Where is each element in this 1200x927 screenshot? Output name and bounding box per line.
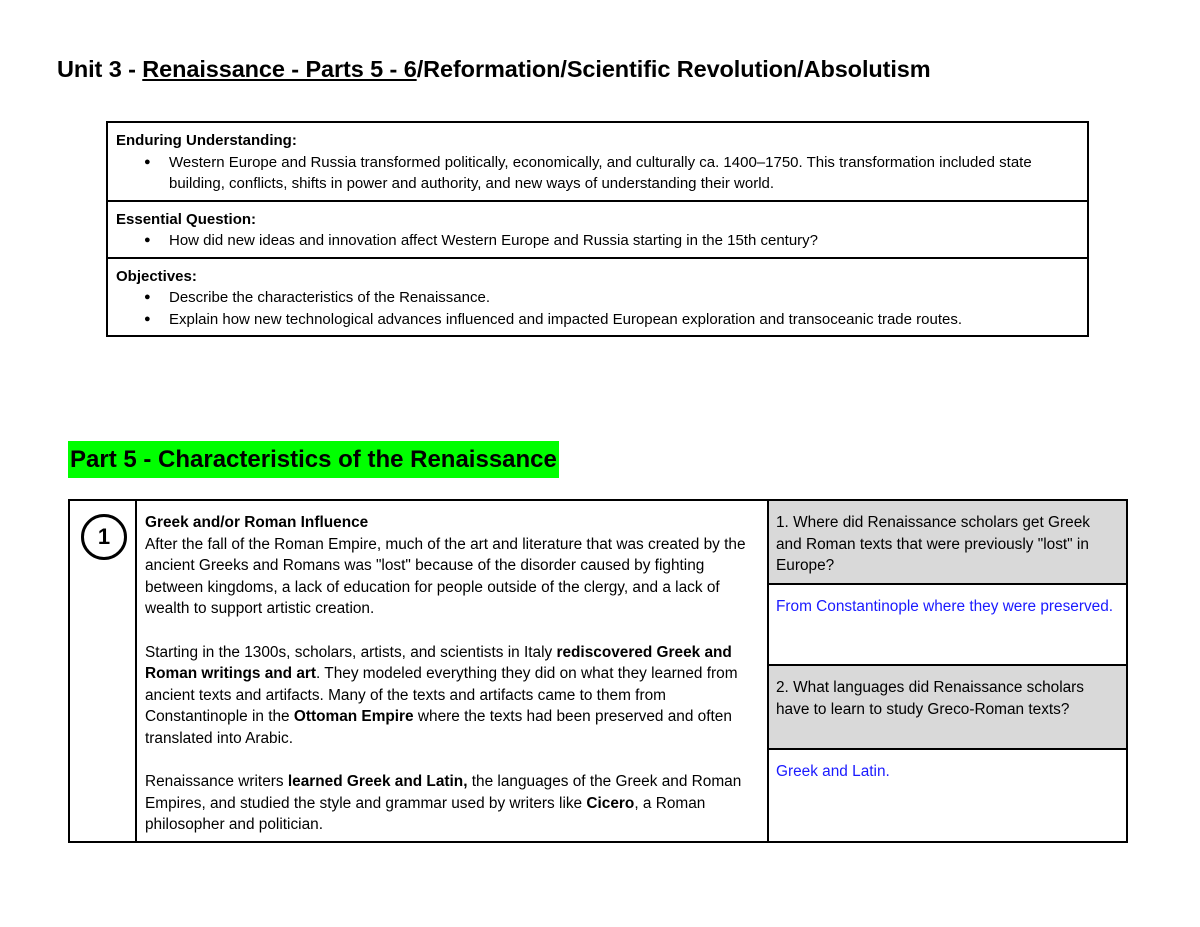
bold-text-run: rediscovered Greek and Roman writings and art [145, 643, 732, 683]
bold-text-run: Ottoman Empire [293, 708, 414, 726]
enduring-understanding-heading: Enduring Understanding: [116, 132, 297, 149]
answer-cell-2[interactable]: Greek and Latin. [776, 763, 890, 780]
objectives-heading: Objectives: [116, 267, 197, 285]
page-title [57, 56, 931, 83]
text-run: Starting in the 1300s, scholars, artists, and scientists in Italy [145, 643, 557, 661]
part5-heading: Part 5 - Characteristics of the Renaissance [68, 441, 559, 478]
text-run: Renaissance writers [145, 773, 288, 791]
list-item: ● How did new ideas and innovation affect Western Europe and Russia starting in the 15th century? [116, 230, 1079, 252]
reading-paragraph-3 [145, 771, 759, 836]
enduring-understanding-list [116, 152, 1079, 195]
text-run: , a Roman philosopher and politician. [145, 794, 706, 834]
enduring-understanding-section [108, 123, 1087, 200]
title-underlined: Renaissance - Parts 5 - 6 [142, 56, 417, 82]
bold-text-run: Cicero [586, 794, 635, 812]
list-item: ● Explain how new technological advances influenced and impacted European exploration and transoceanic trade routes. [116, 309, 1079, 331]
objectives-section [108, 257, 1087, 336]
reading-paragraph-2 [145, 642, 759, 750]
question-cell-1: 1. Where did Renaissance scholars get Greek and Roman texts that were previously "lost" in Europe? [769, 501, 1126, 585]
essential-question-list [116, 230, 1079, 252]
essential-question-heading: Essential Question: [116, 210, 257, 228]
objectives-list [116, 287, 1079, 330]
text-run: the languages of the Greek and Roman Empires, and studied the style and grammar used by writers like [145, 773, 742, 812]
title-suffix: /Reformation/Scientific Revolution/Absolutism [416, 56, 931, 82]
title-prefix: Unit 3 - [57, 56, 143, 82]
essential-question-section [108, 200, 1087, 257]
section-number-badge: 1 [81, 514, 127, 560]
section-number-column [70, 501, 137, 841]
text-run: . They modeled everything they did on what they learned from ancient texts and artifacts. Many of the texts and artifacts came to them from Constantinople in the [145, 665, 738, 726]
reading-column [137, 501, 769, 841]
list-item: ● Western Europe and Russia transformed politically, economically, and culturally ca. 1400–1750. This transformation included state building, conflicts, shifts in power and authority, and new ways of understanding their world. [116, 152, 1079, 195]
reading-paragraph-1: After the fall of the Roman Empire, much of the art and literature that was created by the ancient Greeks and Romans was "lost" because of the disorder caused by fighting between kingdoms, a lack of education for people outside of the clergy, and a lack of wealth to support artistic creation. [145, 535, 746, 618]
part5-table [68, 499, 1128, 843]
bold-text-run: learned Greek and Latin, [287, 773, 468, 791]
text-run: where the texts had been preserved and often translated into Arabic. [145, 708, 732, 747]
question-cell-2: 2. What languages did Renaissance scholars have to learn to study Greco-Roman texts? [769, 666, 1126, 750]
overview-table [106, 121, 1089, 337]
questions-column [769, 501, 1126, 841]
section-heading: Greek and/or Roman Influence [145, 514, 369, 531]
list-item: ● Describe the characteristics of the Renaissance. [116, 287, 1079, 309]
answer-cell-1[interactable]: From Constantinople where they were preserved. [769, 585, 1126, 666]
